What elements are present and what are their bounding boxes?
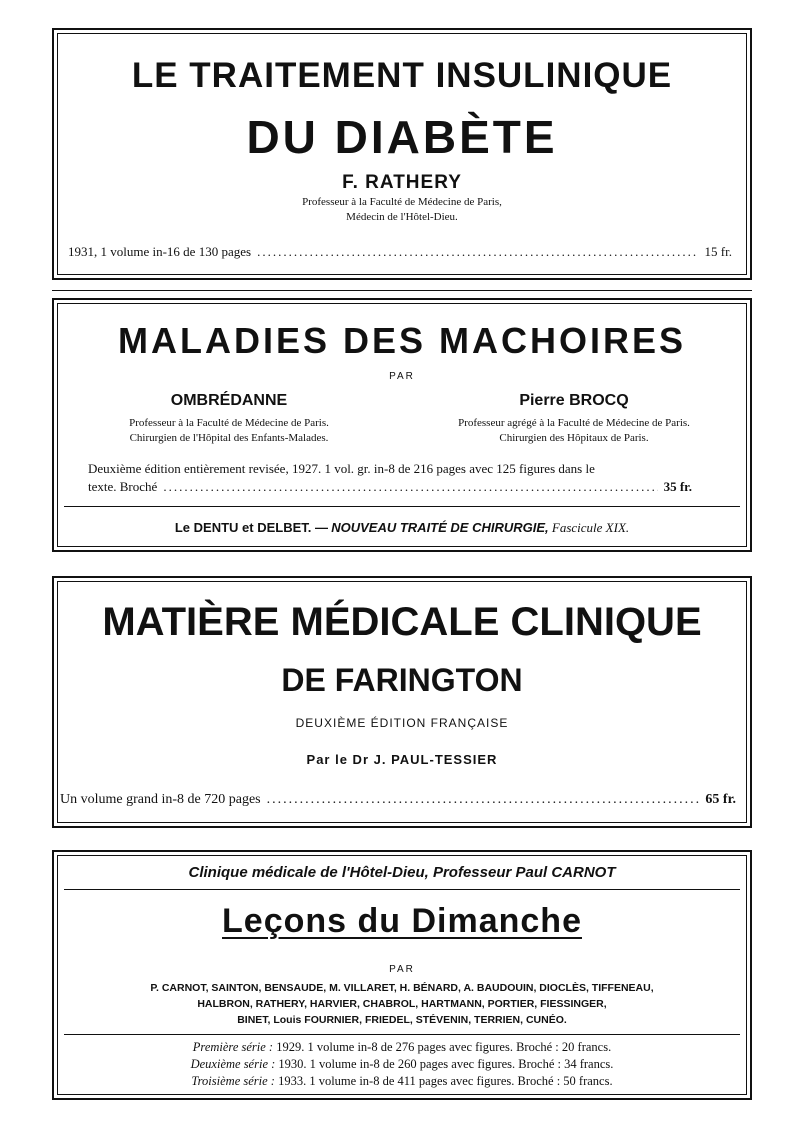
ad3-title-line1: MATIÈRE MÉDICALE CLINIQUE [102, 600, 702, 644]
ad1-title-line2: DU DIABÈTE [246, 111, 558, 163]
ad2-title: MALADIES DES MACHOIRES [117, 320, 687, 361]
ad3-price-row [60, 792, 736, 808]
ad2-details-line2: texte. Broché [88, 479, 158, 494]
ad2-left-affiliation-2: Chirurgien de l'Hôpital des Enfants-Malades. [129, 432, 329, 444]
ad2-inner-rule [64, 506, 740, 507]
ad-matiere-medicale [52, 576, 752, 828]
ad2-series-line [54, 520, 750, 536]
separator-rule [52, 290, 752, 291]
ad2-dot-leader [163, 479, 657, 495]
ad-traitement-insulinique [52, 28, 752, 280]
ad2-price-row [88, 479, 692, 495]
ad3-details: Un volume grand in-8 de 720 pages [60, 792, 261, 807]
ad4-authors-line1: P. CARNOT, SAINTON, BENSAUDE, M. VILLARET, H. BÉNARD, A. BAUDOUIN, DIOCLÈS, TIFFENEAU, [150, 982, 654, 994]
ad3-price: 65 fr. [705, 792, 736, 807]
ad4-par: PAR [389, 964, 415, 975]
ad2-details-line1: Deuxième édition entièrement revisée, 1927. 1 vol. gr. in-8 de 216 pages avec 125 figures dans le [88, 461, 595, 476]
ad4-series-2-label: Deuxième série : [190, 1057, 276, 1071]
ad4-series-2 [54, 1057, 750, 1072]
ad1-price: 15 fr. [704, 244, 732, 259]
ad1-price-row [68, 244, 732, 260]
ad1-dot-leader [257, 244, 698, 260]
ad1-affiliation-1: Professeur à la Faculté de Médecine de Paris, [302, 196, 502, 208]
ad4-inner-rule [64, 1034, 740, 1035]
ad4-series-3-text: 1933. 1 volume in-8 de 411 pages avec figures. Broché : 50 francs. [278, 1074, 613, 1088]
ad4-series-1-label: Première série : [192, 1040, 274, 1054]
ad4-header-rule [64, 889, 740, 890]
ad4-series-3-label: Troisième série : [191, 1074, 275, 1088]
ad2-series-title: NOUVEAU TRAITÉ DE CHIRURGIE, [331, 520, 549, 535]
ad2-par: PAR [389, 371, 415, 382]
ad4-authors-line3: BINET, Louis FOURNIER, FRIEDEL, STÉVENIN, TERRIEN, CUNÉO. [237, 1014, 567, 1026]
ad2-price: 35 fr. [663, 479, 692, 494]
ad2-author-right: Pierre BROCQ [519, 392, 629, 409]
ad3-title-line2: DE FARINGTON [281, 662, 523, 698]
ad4-title: Leçons du Dimanche [222, 902, 582, 940]
ad1-author: F. RATHERY [342, 172, 462, 193]
ad3-dot-leader [267, 792, 700, 808]
ad2-series-authors: Le DENTU et DELBET. — [174, 520, 328, 535]
ad4-series-3 [54, 1074, 750, 1089]
ad1-affiliation-2: Médecin de l'Hôtel-Dieu. [346, 211, 458, 223]
ad2-series-fascicle: Fascicule XIX. [551, 520, 630, 535]
ad3-edition: DEUXIÈME ÉDITION FRANÇAISE [295, 716, 509, 730]
ad4-series-1 [54, 1040, 750, 1055]
ad1-details: 1931, 1 volume in-16 de 130 pages [68, 244, 252, 259]
ad4-authors-line2: HALBRON, RATHERY, HARVIER, CHABROL, HARTMANN, PORTIER, FIESSINGER, [197, 998, 607, 1010]
ad3-author: Par le Dr J. PAUL-TESSIER [306, 752, 498, 767]
ad2-right-affiliation-1: Professeur agrégé à la Faculté de Médecine de Paris. [458, 417, 690, 429]
ad1-title-line1: LE TRAITEMENT INSULINIQUE [131, 56, 673, 95]
ad4-series-1-text: 1929. 1 volume in-8 de 276 pages avec figures. Broché : 20 francs. [276, 1040, 612, 1054]
ad2-author-left: OMBRÉDANNE [170, 392, 288, 409]
ad2-left-affiliation-1: Professeur à la Faculté de Médecine de Paris. [129, 417, 329, 429]
ad-lecons-du-dimanche [52, 850, 752, 1100]
ad4-series-2-text: 1930. 1 volume in-8 de 260 pages avec figures. Broché : 34 francs. [278, 1057, 614, 1071]
ad2-right-affiliation-2: Chirurgien des Hôpitaux de Paris. [499, 432, 649, 444]
ad4-header: Clinique médicale de l'Hôtel-Dieu, Professeur Paul CARNOT [188, 864, 616, 881]
ad-maladies-machoires [52, 298, 752, 552]
